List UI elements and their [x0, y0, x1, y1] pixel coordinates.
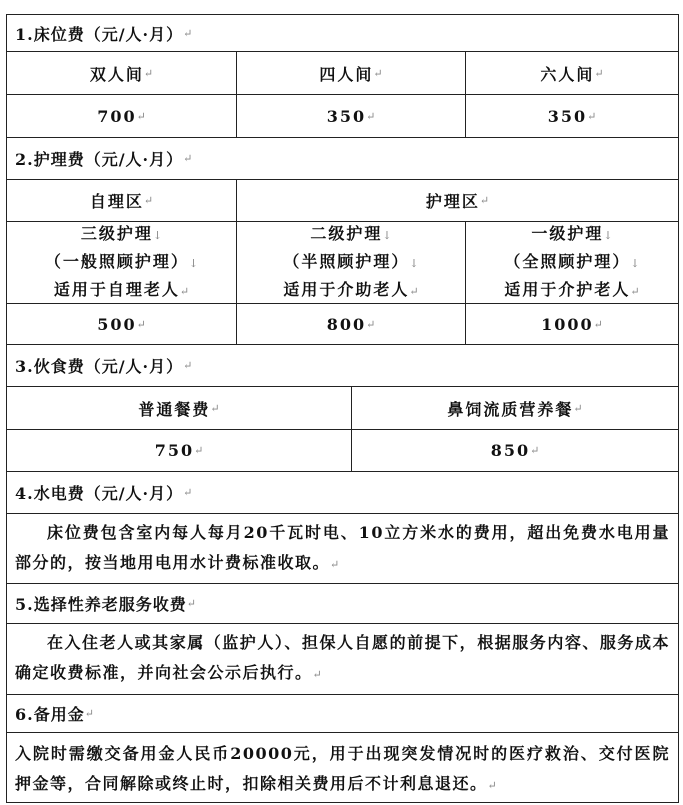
- section-title-text: 6.备用金: [15, 705, 85, 724]
- bed-value-quad: 350 ↵: [237, 95, 466, 137]
- section-title-utility: 4.水电费（元/人·月） ↵: [6, 472, 679, 514]
- care-zone-nursing: 护理区 ↵: [425, 192, 490, 211]
- food-header-regular: 普通餐费 ↵: [7, 387, 352, 429]
- bed-value-double: 700 ↵: [7, 95, 237, 137]
- care-value-1: 1000 ↵: [541, 314, 603, 334]
- section-title-reserve: 6.备用金 ↵: [6, 695, 679, 733]
- section-title-care: 2.护理费（元/人·月） ↵: [6, 138, 679, 180]
- section-title-text: 1.床位费（元/人·月）: [15, 24, 184, 44]
- section-title-optional: 5.选择性养老服务收费 ↵: [6, 584, 679, 624]
- food-header-row: [6, 387, 679, 430]
- section-title-text: 2.护理费（元/人·月）: [15, 150, 184, 169]
- section-title-text: 3.伙食费（元/人·月）: [15, 357, 184, 376]
- utility-text: 床位费包含室内每人每月20千瓦时电、10立方米水的费用，超出免费水电用量部分的，按当地用电用水计费标准收取。↵: [6, 514, 679, 584]
- bed-value-row: [6, 95, 679, 138]
- care-value-3: 500 ↵: [7, 304, 237, 344]
- care-level-3: 三级护理↓ （一般照顾护理）↓ 适用于自理老人↵: [7, 222, 237, 303]
- bed-header-row: [6, 52, 679, 95]
- care-zone-row: [6, 180, 679, 222]
- bed-header-double: 双人间 ↵: [7, 52, 237, 94]
- section-title-text: 4.水电费（元/人·月）: [15, 484, 184, 503]
- care-level-1: 一级护理↓ （全照顾护理）↓ 适用于介护老人↵: [504, 223, 640, 299]
- care-level-2: 二级护理↓ （半照顾护理）↓ 适用于介助老人↵: [237, 222, 466, 303]
- reserve-text: 入院时需缴交备用金人民币20000元，用于出现突发情况时的医疗救治、交付医院押金等，合同解除或终止时，扣除相关费用后不计利息退还。↵: [6, 733, 679, 803]
- optional-text: 在入住老人或其家属（监护人）、担保人自愿的前提下，根据服务内容、服务成本确定收费标准，并向社会公示后执行。↵: [6, 624, 679, 695]
- care-value-2: 800 ↵: [237, 304, 466, 344]
- food-header-tube: 鼻饲流质营养餐 ↵: [447, 399, 583, 419]
- bed-header-six: 六人间 ↵: [540, 64, 604, 84]
- care-value-row: [6, 304, 679, 345]
- food-value-regular: 750 ↵: [7, 430, 352, 471]
- food-value-tube: 850 ↵: [490, 441, 540, 460]
- section-title-bed: 1.床位费（元/人·月） ↵: [6, 14, 679, 52]
- section-title-food: 3.伙食费（元/人·月） ↵: [6, 345, 679, 387]
- bed-header-quad: 四人间 ↵: [237, 52, 466, 94]
- bed-value-six: 350 ↵: [547, 106, 597, 126]
- care-level-row: [6, 222, 679, 304]
- care-zone-self: 自理区 ↵: [7, 180, 237, 221]
- food-value-row: [6, 430, 679, 472]
- section-title-text: 5.选择性养老服务收费: [15, 595, 187, 614]
